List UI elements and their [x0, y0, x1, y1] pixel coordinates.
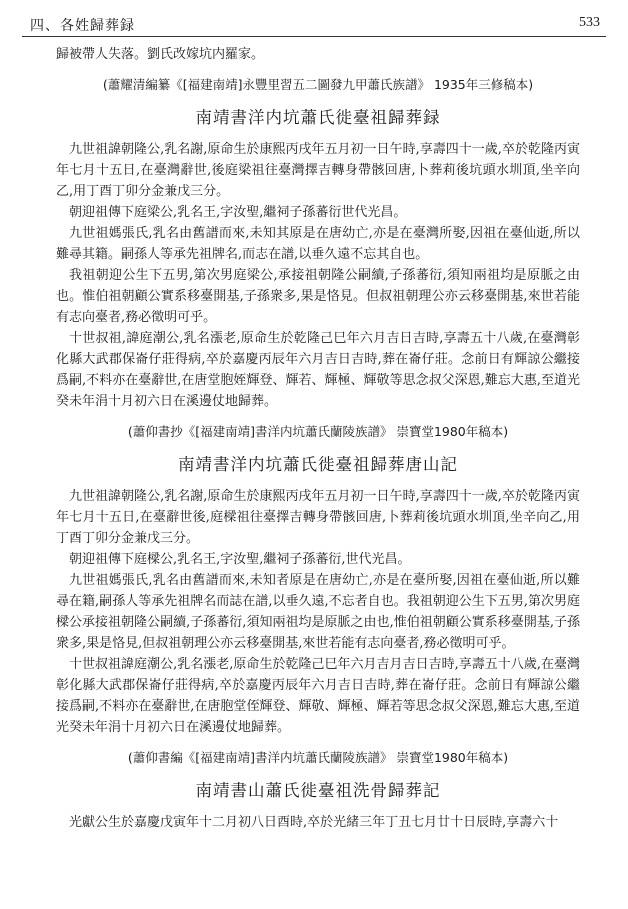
page-number: 533 — [579, 15, 600, 30]
section1-paragraph: 朝迎祖傳下庭梁公,乳名王,字汝聖,繼祠子孫蕃衍世代光昌。 — [69, 205, 407, 220]
section2-title: 南靖書洋内坑蕭氏徙臺祖歸葬唐山記 — [178, 455, 458, 474]
section1-paragraph: 九世祖媽張氏,乳名由舊譜而來,未知其原是在唐幼亡,亦是在臺灣所娶,因祖在臺仙逝,所以難尋其籍。嗣孫人等承先祖牌名,而志在譜,以垂久遠不忘其自也。 — [56, 226, 580, 262]
section2-paragraph: 十世叔祖諱庭潮公,乳名漲老,原命生於乾隆己巳年六月吉月吉日吉時,享壽五十八歲,在臺灣彰化縣大武郡保崙仔莊得病,卒於嘉慶丙辰年六月吉日吉時,葬在崙仔莊。念前日有輝諒公繼接爲嗣,不料亦在臺辭世,在唐胞堂侄輝登、輝敬、輝極、輝若等思念叔父深恩,難忘大惠,至道光癸未年涓十月初六日在溪邊仗地歸葬。 — [56, 657, 580, 735]
section1-paragraph: 我祖朝迎公生下五男,第次男庭梁公,承接祖朝隆公嗣續,子孫蕃衍,須知兩祖均是原脈之由也。惟伯祖朝顧公實系移臺開基,子孫衆多,果是恪見。但叔祖朝理公亦云移臺開基,來世若能有志向臺者,務必徵明可乎。 — [56, 268, 580, 325]
section3-title: 南靖書山蕭氏徙臺祖洗骨歸葬記 — [195, 781, 441, 800]
section3-paragraph: 光獻公生於嘉慶戊寅年十二月初八日酉時,卒於光緒三年丁丑七月廿十日辰時,享壽六十 — [69, 815, 559, 830]
section1-source: (蕭耀清編纂《[福建南靖]永豐里習五二圖發九甲蕭氏族譜》 1935年三修稿本) — [102, 77, 534, 92]
section1-paragraph: 十世叔祖,諱庭潮公,乳名漲老,原命生於乾隆己巳年六月吉日吉時,享壽五十八歲,在臺灣彰化縣大武郡保崙仔莊得病,卒於嘉慶丙辰年六月吉日吉時,葬在崙仔莊。念前日有輝諒公繼接爲嗣,不料亦在臺辭世,在唐堂胞姪輝登、輝若、輝極、輝敬等思念叔父深恩,難忘大惠,至道光癸未年涓十月初六日在溪邊仗地歸葬。 — [56, 331, 580, 409]
section2-paragraph: 九世祖媽張氏,乳名由舊譜而來,未知者原是在唐幼亡,亦是在臺所娶,因祖在臺仙逝,所以難尋在籍,嗣孫人等承先祖牌名而誌在譜,以垂久遠,不忘者自也。我祖朝迎公生下五男,第次男庭樑公承接祖朝隆公嗣續,子孫蕃衍,須知兩祖均是原脈之由也,惟伯祖朝顧公實系移臺開基,子孫衆多,果是恪見,但叔祖朝理公亦云移臺開基,來世若能有志向臺者,務必徵明可乎。 — [56, 573, 580, 651]
section3-source: (蕭仰書編《[福建南靖]書洋内坑蕭氏蘭陵族譜》 崇寶堂1980年稿本) — [127, 750, 509, 765]
section2-source: (蕭仰書抄《[福建南靖]書洋内坑蕭氏蘭陵族譜》 崇寶堂1980年稿本) — [127, 424, 509, 439]
page-header — [22, 12, 606, 37]
page-body — [56, 44, 580, 833]
section2-paragraph: 朝迎祖傳下庭樑公,乳名王,字汝聖,繼祠子孫蕃衍,世代光昌。 — [69, 552, 411, 567]
intro-paragraph: 歸被帶人失落。劉氏改嫁坑内羅家。 — [56, 47, 265, 62]
section2-paragraph: 九世祖諱朝隆公,乳名謝,原命生於康熙丙戌年五月初一日午時,享壽四十一歲,卒於乾隆丙寅年七月十五日,在臺辭世後,庭樑祖往臺擇吉轉身帶骸回唐,卜葬莉後坑頭水圳頂,坐辛向乙,用丁酉丁卯分金兼戊三分。 — [56, 489, 580, 546]
section1-paragraph: 九世祖諱朝隆公,乳名謝,原命生於康熙丙戌年五月初一日午時,享壽四十一歲,卒於乾隆丙寅年七月十五日,在臺灣辭世,後庭梁祖往臺灣擇吉轉身帶骸回唐,卜葬莉後坑頭水圳頂,坐辛向乙,用丁酉丁卯分金兼戊三分。 — [56, 142, 580, 199]
section1-title: 南靖書洋内坑蕭氏徙臺祖歸葬録 — [195, 108, 441, 127]
chapter-title: 四、各姓歸葬録 — [30, 18, 135, 34]
